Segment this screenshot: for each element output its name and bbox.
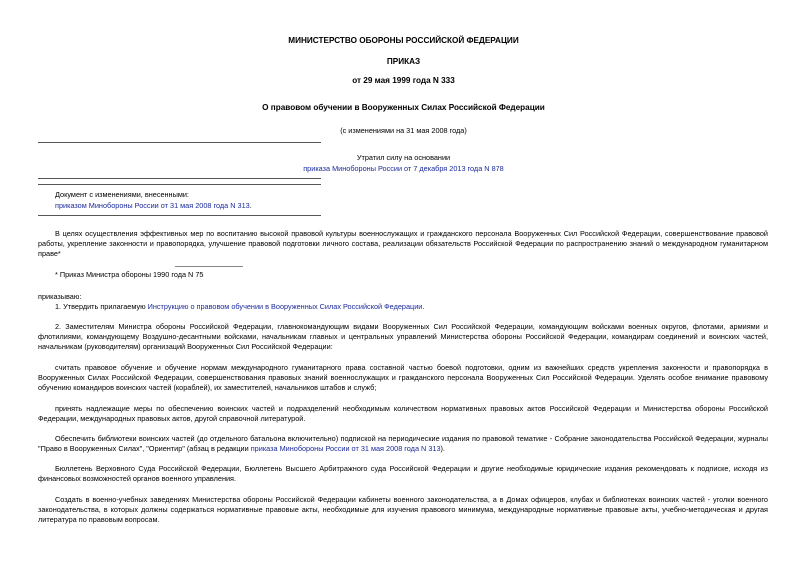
divider bbox=[38, 142, 321, 143]
divider bbox=[38, 184, 321, 185]
amending-order-link-inline[interactable]: приказа Минобороны России от 31 мая 2008 года N 313 bbox=[250, 444, 441, 453]
item-2-point-5: Создать в военно-учебных заведениях Министерства обороны Российской Федерации кабинеты военного законодательства, а в Домах офицеров, клубах и библиотеках воинских частей - уголки военного законодательства, в которых должны содержаться нормативные правовые акты, необходимые для изучения правового минимума, международные нормативные правовые акты, учебно-методическая и другая литература по правовым вопросам. bbox=[38, 495, 768, 524]
changes-link-line bbox=[55, 201, 252, 211]
item-1-suffix: . bbox=[422, 302, 425, 311]
ministry-heading: МИНИСТЕРСТВО ОБОРОНЫ РОССИЙСКОЙ ФЕДЕРАЦИИ bbox=[288, 36, 519, 45]
instruction-link[interactable]: Инструкцию о правовом обучении в Вооруженных Силах Российской Федерации bbox=[147, 302, 423, 311]
order-word: приказываю: bbox=[38, 292, 82, 301]
item-1-prefix: 1. Утвердить прилагаемую bbox=[55, 302, 148, 311]
changes-note: Документ с изменениями, внесенными: bbox=[55, 190, 189, 199]
footnote-divider bbox=[175, 266, 243, 267]
divider bbox=[38, 178, 321, 179]
document-title: О правовом обучении в Вооруженных Силах Российской Федерации bbox=[262, 103, 545, 112]
item-2: 2. Заместителям Министра обороны Российской Федерации, главнокомандующим видами Вооруженных Сил Российской Федерации, командующим войсками военных округов, флотами, армиями и флотилиями, командующему Воздушно-десантными войсками, начальникам главных и центральных управлений Министерства обороны Российской Федерации, командирам соединений и воинских частей, начальникам (руководителям) организаций Вооруженных Сил Российской Федерации: bbox=[38, 322, 768, 351]
amendments-note: (с изменениями на 31 мая 2008 года) bbox=[340, 126, 467, 135]
item-1 bbox=[55, 302, 424, 312]
divider bbox=[38, 215, 321, 216]
item-2-point-1: считать правовое обучение и обучение нормам международного гуманитарного права составной частью боевой подготовки, одним из важнейших средств укрепления законности и правопорядка в Вооруженных Силах Российской Федерации, совершенствования правовых знаний военнослужащих и гражданского персонала Вооруженных Сил Российской Федерации. Уделять особое внимание правовому обучению командиров воинских частей (кораблей), их заместителей, начальников штабов и служб; bbox=[38, 363, 768, 392]
doc-type-heading: ПРИКАЗ bbox=[386, 57, 421, 66]
changes-link-suffix: . bbox=[249, 201, 252, 210]
point-3-suffix: ). bbox=[440, 444, 445, 453]
footnote: * Приказ Министра обороны 1990 года N 75 bbox=[55, 270, 204, 279]
date-number-heading: от 29 мая 1999 года N 333 bbox=[352, 76, 455, 85]
intro-paragraph: В целях осуществления эффективных мер по воспитанию высокой правовой культуры военнослужащих и гражданского персонала Вооруженных Сил Российской Федерации, совершенствование правовой работы, укрепление законности и правопорядка, улучшение правовой подготовки личного состава, реализации обязательств Российской Федерации по распространению знаний о международном гуманитарном праве* bbox=[38, 229, 768, 258]
repeal-order-link[interactable]: приказа Минобороны России от 7 декабря 2013 года N 878 bbox=[303, 164, 504, 173]
repeal-note: Утратил силу на основании bbox=[356, 153, 451, 162]
point-3-text: Обеспечить библиотеки воинских частей (до отдельного батальона включительно) подпиской на периодические издания по правовой тематике - Собрание законодательства Российской Федерации, журналы "Право в Вооруженных Силах", "Ориентир" (абзац в редакции bbox=[38, 434, 768, 453]
item-2-point-4: Бюллетень Верховного Суда Российской Федерации, Бюллетень Высшего Арбитражного суда Российской Федерации и другие необходимые юридические издания рекомендовать к подписке, исходя из финансовых возможностей органов военного управления. bbox=[38, 464, 768, 483]
item-2-point-3 bbox=[38, 434, 768, 454]
repeal-link-line bbox=[0, 164, 807, 174]
item-2-point-2: принять надлежащие меры по обеспечению воинских частей и подразделений необходимым количеством нормативных правовых актов Российской Федерации и Министерства обороны Российской Федерации, международных правовых актов, другой справочной литературой. bbox=[38, 404, 768, 423]
amending-order-link[interactable]: приказом Минобороны России от 31 мая 2008 года N 313 bbox=[55, 201, 250, 210]
